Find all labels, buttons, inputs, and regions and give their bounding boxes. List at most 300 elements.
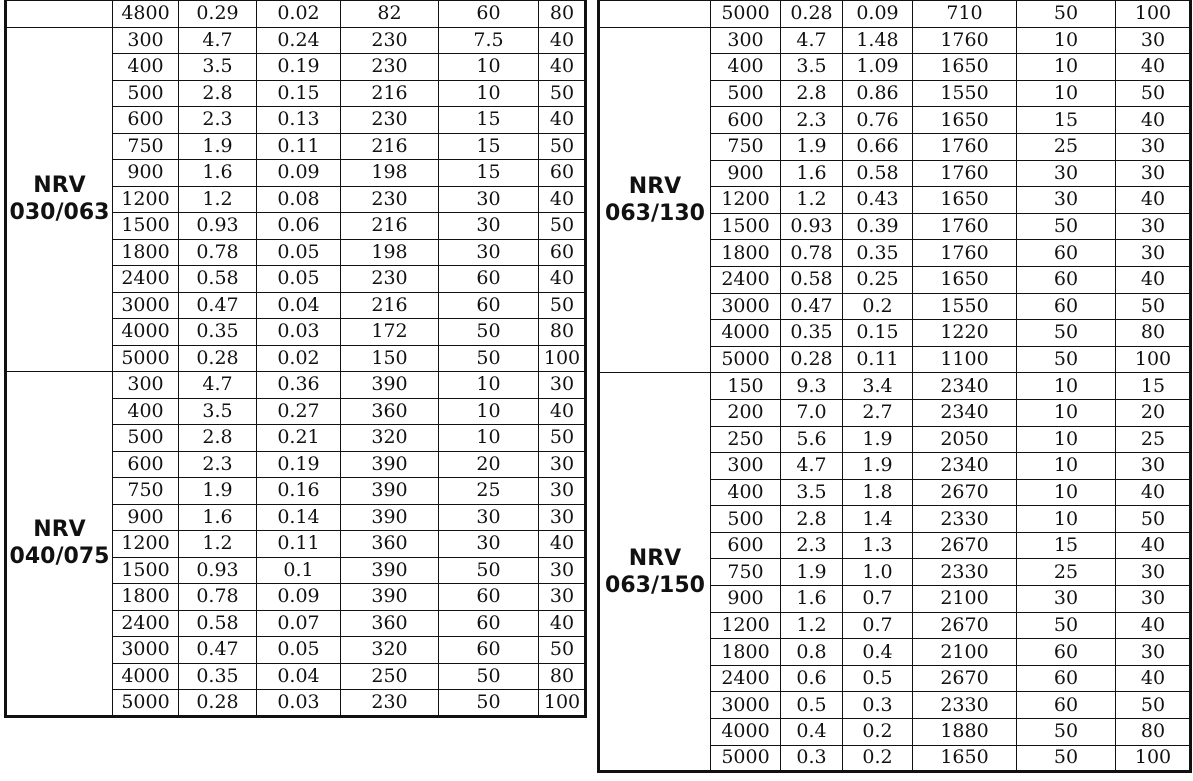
table-cell: 40 bbox=[539, 107, 586, 134]
table-cell: 0.8 bbox=[781, 639, 843, 666]
table-cell: 230 bbox=[341, 186, 439, 213]
table-cell: 400 bbox=[711, 479, 781, 506]
table-cell: 4.7 bbox=[781, 27, 843, 54]
table-cell: 1.9 bbox=[843, 426, 913, 453]
table-cell: 1550 bbox=[913, 80, 1017, 107]
table-cell: 80 bbox=[1116, 719, 1191, 746]
table-cell: 900 bbox=[113, 160, 179, 187]
table-cell: 300 bbox=[113, 27, 179, 54]
table-cell: 5000 bbox=[113, 345, 179, 372]
table-cell: 750 bbox=[711, 559, 781, 586]
table-cell: 50 bbox=[539, 133, 586, 160]
table-cell: 0.47 bbox=[179, 637, 257, 664]
table-cell: 15 bbox=[1017, 107, 1116, 134]
table-cell: 710 bbox=[913, 1, 1017, 28]
table-cell: 1800 bbox=[711, 639, 781, 666]
table-cell: 1.9 bbox=[781, 133, 843, 160]
table-cell: 50 bbox=[1017, 612, 1116, 639]
table-cell: 0.35 bbox=[781, 320, 843, 347]
table-cell: 500 bbox=[113, 80, 179, 107]
table-cell: 40 bbox=[1116, 532, 1191, 559]
table-cell: 400 bbox=[711, 54, 781, 81]
right-table-body bbox=[599, 1, 1191, 772]
table-cell: 0.28 bbox=[781, 346, 843, 373]
table-cell: 0.35 bbox=[179, 663, 257, 690]
table-cell: 0.05 bbox=[257, 266, 341, 293]
table-cell: 20 bbox=[1116, 399, 1191, 426]
table-cell: 600 bbox=[113, 107, 179, 134]
table-cell: 150 bbox=[711, 373, 781, 400]
table-cell: 40 bbox=[539, 531, 586, 558]
table-cell: 40 bbox=[1116, 665, 1191, 692]
table-cell: 0.2 bbox=[843, 719, 913, 746]
table-cell: 50 bbox=[539, 80, 586, 107]
table-cell: 2340 bbox=[913, 399, 1017, 426]
table-cell: 1.6 bbox=[179, 160, 257, 187]
table-cell: 100 bbox=[539, 690, 586, 717]
table-cell: 15 bbox=[439, 107, 539, 134]
table-cell: 30 bbox=[1017, 160, 1116, 187]
table-cell: 0.21 bbox=[257, 425, 341, 452]
model-name: NRV bbox=[628, 545, 682, 571]
table-cell: 30 bbox=[1017, 187, 1116, 214]
table-cell: 9.3 bbox=[781, 373, 843, 400]
table-cell: 0.04 bbox=[257, 663, 341, 690]
table-cell: 1880 bbox=[913, 719, 1017, 746]
table-cell: 5000 bbox=[113, 690, 179, 717]
table-cell: 80 bbox=[539, 319, 586, 346]
table-cell: 600 bbox=[711, 107, 781, 134]
table-cell: 1800 bbox=[113, 584, 179, 611]
table-cell: 0.09 bbox=[257, 160, 341, 187]
table-cell: 600 bbox=[711, 532, 781, 559]
table-cell: 40 bbox=[1116, 54, 1191, 81]
table-cell: 2100 bbox=[913, 639, 1017, 666]
model-size: 040/075 bbox=[9, 544, 110, 570]
table-cell: 10 bbox=[1017, 479, 1116, 506]
table-cell: 2.8 bbox=[179, 80, 257, 107]
table-cell: 2100 bbox=[913, 586, 1017, 613]
table-cell: 3.4 bbox=[843, 373, 913, 400]
table-cell: 1.9 bbox=[843, 453, 913, 480]
table-cell: 50 bbox=[439, 690, 539, 717]
table-cell: 30 bbox=[1116, 586, 1191, 613]
table-cell: 10 bbox=[1017, 373, 1116, 400]
table-cell: 1200 bbox=[113, 531, 179, 558]
table-cell: 15 bbox=[1116, 373, 1191, 400]
table-cell: 40 bbox=[539, 266, 586, 293]
table-cell: 500 bbox=[113, 425, 179, 452]
table-cell: 5.6 bbox=[781, 426, 843, 453]
table-cell: 1.6 bbox=[179, 504, 257, 531]
table-cell: 390 bbox=[341, 584, 439, 611]
table-cell: 0.11 bbox=[257, 133, 341, 160]
table-cell: 360 bbox=[341, 610, 439, 637]
table-cell: 0.07 bbox=[257, 610, 341, 637]
table-cell: 3000 bbox=[113, 637, 179, 664]
table-cell: 30 bbox=[439, 239, 539, 266]
table-cell: 600 bbox=[113, 451, 179, 478]
model-size: 030/063 bbox=[9, 200, 110, 226]
table-cell: 40 bbox=[539, 398, 586, 425]
table-cell: 0.2 bbox=[843, 745, 913, 772]
table-cell: 50 bbox=[1017, 346, 1116, 373]
table-cell: 25 bbox=[1017, 133, 1116, 160]
table-cell: 30 bbox=[539, 478, 586, 505]
table-cell: 30 bbox=[1116, 213, 1191, 240]
table-cell: 25 bbox=[1017, 559, 1116, 586]
table-cell: 0.43 bbox=[843, 187, 913, 214]
table-cell: 50 bbox=[539, 425, 586, 452]
table-cell: 0.15 bbox=[843, 320, 913, 347]
table-cell: 0.36 bbox=[257, 372, 341, 399]
table-cell: 0.16 bbox=[257, 478, 341, 505]
table-cell: 390 bbox=[341, 372, 439, 399]
table-cell: 230 bbox=[341, 266, 439, 293]
table-cell: 50 bbox=[1017, 1, 1116, 28]
table-cell: 1500 bbox=[113, 557, 179, 584]
table-cell: 40 bbox=[1116, 187, 1191, 214]
table-cell: 4800 bbox=[113, 1, 179, 28]
table-cell: 1.2 bbox=[781, 187, 843, 214]
table-cell: 50 bbox=[439, 663, 539, 690]
table-cell: 1.9 bbox=[179, 478, 257, 505]
table-cell: 1760 bbox=[913, 27, 1017, 54]
table-cell: 0.2 bbox=[843, 293, 913, 320]
table-cell: 0.7 bbox=[843, 586, 913, 613]
table-cell: 100 bbox=[1116, 346, 1191, 373]
table-cell: 2.7 bbox=[843, 399, 913, 426]
table-cell: 200 bbox=[711, 399, 781, 426]
table-row bbox=[599, 373, 1191, 400]
table-cell: 390 bbox=[341, 557, 439, 584]
table-cell: 1.6 bbox=[781, 586, 843, 613]
table-row bbox=[599, 27, 1191, 54]
table-cell: 1500 bbox=[113, 213, 179, 240]
table-cell: 60 bbox=[539, 239, 586, 266]
table-cell: 0.11 bbox=[257, 531, 341, 558]
table-cell: 0.19 bbox=[257, 451, 341, 478]
table-cell: 216 bbox=[341, 213, 439, 240]
table-cell: 0.58 bbox=[843, 160, 913, 187]
table-cell: 15 bbox=[439, 133, 539, 160]
table-cell: 50 bbox=[439, 345, 539, 372]
table-cell: 4000 bbox=[113, 663, 179, 690]
table-cell: 0.58 bbox=[179, 610, 257, 637]
table-cell: 0.58 bbox=[179, 266, 257, 293]
table-cell: 1.0 bbox=[843, 559, 913, 586]
table-cell: 0.25 bbox=[843, 266, 913, 293]
table-cell: 0.3 bbox=[843, 692, 913, 719]
table-cell: 500 bbox=[711, 80, 781, 107]
table-cell: 0.27 bbox=[257, 398, 341, 425]
table-cell: 1650 bbox=[913, 745, 1017, 772]
table-cell: 320 bbox=[341, 637, 439, 664]
table-cell: 0.78 bbox=[781, 240, 843, 267]
table-cell: 400 bbox=[113, 54, 179, 81]
table-cell: 30 bbox=[439, 531, 539, 558]
table-cell: 2.8 bbox=[179, 425, 257, 452]
table-cell: 50 bbox=[1017, 745, 1116, 772]
table-cell: 0.24 bbox=[257, 27, 341, 54]
table-cell: 0.86 bbox=[843, 80, 913, 107]
table-cell: 0.02 bbox=[257, 1, 341, 28]
table-cell: 2330 bbox=[913, 506, 1017, 533]
table-cell: 2.3 bbox=[781, 107, 843, 134]
table-cell: 50 bbox=[1116, 692, 1191, 719]
table-cell: 2.3 bbox=[179, 451, 257, 478]
table-cell: 2.3 bbox=[179, 107, 257, 134]
table-cell: 30 bbox=[1116, 453, 1191, 480]
table-cell: 0.11 bbox=[843, 346, 913, 373]
table-cell: 1650 bbox=[913, 107, 1017, 134]
table-cell: 0.93 bbox=[781, 213, 843, 240]
table-cell: 0.39 bbox=[843, 213, 913, 240]
table-cell: 30 bbox=[539, 584, 586, 611]
table-cell: 50 bbox=[1017, 213, 1116, 240]
table-cell: 0.03 bbox=[257, 319, 341, 346]
table-cell: 900 bbox=[711, 160, 781, 187]
table-cell: 1220 bbox=[913, 320, 1017, 347]
table-cell: 10 bbox=[1017, 506, 1116, 533]
table-cell: 230 bbox=[341, 27, 439, 54]
table-cell: 900 bbox=[711, 586, 781, 613]
table-cell: 50 bbox=[439, 557, 539, 584]
table-cell: 198 bbox=[341, 239, 439, 266]
table-cell: 40 bbox=[539, 610, 586, 637]
table-cell: 30 bbox=[1116, 639, 1191, 666]
table-row bbox=[6, 27, 586, 54]
table-cell: 320 bbox=[341, 425, 439, 452]
table-cell: 3.5 bbox=[179, 54, 257, 81]
table-cell: 0.76 bbox=[843, 107, 913, 134]
table-cell: 60 bbox=[439, 266, 539, 293]
table-cell: 40 bbox=[539, 186, 586, 213]
table-cell: 15 bbox=[1017, 532, 1116, 559]
table-cell: 0.29 bbox=[179, 1, 257, 28]
table-cell: 60 bbox=[1017, 665, 1116, 692]
table-cell: 390 bbox=[341, 504, 439, 531]
table-cell: 7.0 bbox=[781, 399, 843, 426]
table-cell: 40 bbox=[539, 54, 586, 81]
table-cell: 80 bbox=[539, 663, 586, 690]
table-cell: 3000 bbox=[711, 293, 781, 320]
table-cell: 60 bbox=[439, 1, 539, 28]
table-cell: 216 bbox=[341, 133, 439, 160]
table-row bbox=[599, 1, 1191, 28]
table-cell: 1200 bbox=[711, 187, 781, 214]
table-cell: 0.35 bbox=[179, 319, 257, 346]
table-cell: 10 bbox=[1017, 426, 1116, 453]
table-cell: 30 bbox=[1116, 160, 1191, 187]
table-cell: 0.4 bbox=[781, 719, 843, 746]
table-cell: 50 bbox=[1017, 719, 1116, 746]
table-cell: 10 bbox=[439, 54, 539, 81]
table-cell: 60 bbox=[439, 292, 539, 319]
table-cell: 30 bbox=[539, 372, 586, 399]
table-cell: 0.78 bbox=[179, 584, 257, 611]
table-cell: 80 bbox=[539, 1, 586, 28]
table-cell: 2.8 bbox=[781, 80, 843, 107]
table-cell: 60 bbox=[439, 637, 539, 664]
table-cell: 1760 bbox=[913, 213, 1017, 240]
table-cell: 30 bbox=[439, 186, 539, 213]
table-cell: 60 bbox=[1017, 266, 1116, 293]
model-cell-continued bbox=[6, 1, 113, 28]
table-cell: 400 bbox=[113, 398, 179, 425]
table-cell: 0.28 bbox=[781, 1, 843, 28]
table-cell: 2050 bbox=[913, 426, 1017, 453]
table-cell: 5000 bbox=[711, 1, 781, 28]
table-cell: 30 bbox=[539, 504, 586, 531]
table-cell: 100 bbox=[1116, 1, 1191, 28]
table-cell: 900 bbox=[113, 504, 179, 531]
table-cell: 40 bbox=[539, 27, 586, 54]
table-cell: 390 bbox=[341, 478, 439, 505]
table-cell: 60 bbox=[1017, 240, 1116, 267]
table-cell: 1.2 bbox=[179, 186, 257, 213]
table-cell: 1.9 bbox=[781, 559, 843, 586]
table-cell: 1800 bbox=[113, 239, 179, 266]
table-cell: 100 bbox=[539, 345, 586, 372]
table-cell: 10 bbox=[1017, 399, 1116, 426]
table-cell: 0.28 bbox=[179, 690, 257, 717]
model-name: NRV bbox=[628, 173, 682, 199]
table-cell: 50 bbox=[1116, 80, 1191, 107]
table-cell: 0.6 bbox=[781, 665, 843, 692]
table-cell: 30 bbox=[439, 504, 539, 531]
table-cell: 0.15 bbox=[257, 80, 341, 107]
table-cell: 60 bbox=[539, 160, 586, 187]
table-cell: 0.4 bbox=[843, 639, 913, 666]
table-cell: 750 bbox=[711, 133, 781, 160]
table-cell: 0.3 bbox=[781, 745, 843, 772]
table-cell: 40 bbox=[1116, 107, 1191, 134]
table-cell: 4000 bbox=[711, 320, 781, 347]
table-cell: 0.35 bbox=[843, 240, 913, 267]
table-cell: 4000 bbox=[113, 319, 179, 346]
table-cell: 0.66 bbox=[843, 133, 913, 160]
table-cell: 0.13 bbox=[257, 107, 341, 134]
table-cell: 1.6 bbox=[781, 160, 843, 187]
table-cell: 2330 bbox=[913, 559, 1017, 586]
table-cell: 0.08 bbox=[257, 186, 341, 213]
table-cell: 360 bbox=[341, 531, 439, 558]
table-cell: 250 bbox=[711, 426, 781, 453]
table-cell: 4.7 bbox=[179, 27, 257, 54]
table-cell: 0.7 bbox=[843, 612, 913, 639]
table-cell: 3.5 bbox=[179, 398, 257, 425]
table-cell: 10 bbox=[439, 398, 539, 425]
table-cell: 0.5 bbox=[843, 665, 913, 692]
table-cell: 40 bbox=[1116, 612, 1191, 639]
table-cell: 50 bbox=[1116, 293, 1191, 320]
table-cell: 5000 bbox=[711, 745, 781, 772]
table-cell: 172 bbox=[341, 319, 439, 346]
table-cell: 10 bbox=[1017, 80, 1116, 107]
model-label bbox=[599, 373, 711, 772]
table-cell: 1100 bbox=[913, 346, 1017, 373]
table-cell: 50 bbox=[439, 319, 539, 346]
table-cell: 60 bbox=[439, 610, 539, 637]
table-cell: 2400 bbox=[113, 610, 179, 637]
table-cell: 2340 bbox=[913, 373, 1017, 400]
table-cell: 1800 bbox=[711, 240, 781, 267]
table-cell: 82 bbox=[341, 1, 439, 28]
table-cell: 0.93 bbox=[179, 557, 257, 584]
table-cell: 4.7 bbox=[781, 453, 843, 480]
table-cell: 198 bbox=[341, 160, 439, 187]
table-cell: 1760 bbox=[913, 160, 1017, 187]
table-cell: 300 bbox=[113, 372, 179, 399]
model-name: NRV bbox=[33, 173, 86, 199]
table-cell: 50 bbox=[539, 213, 586, 240]
table-cell: 1550 bbox=[913, 293, 1017, 320]
table-cell: 1200 bbox=[113, 186, 179, 213]
table-cell: 250 bbox=[341, 663, 439, 690]
table-cell: 1200 bbox=[711, 612, 781, 639]
table-cell: 0.19 bbox=[257, 54, 341, 81]
table-cell: 0.47 bbox=[781, 293, 843, 320]
table-cell: 1.48 bbox=[843, 27, 913, 54]
table-cell: 300 bbox=[711, 453, 781, 480]
table-cell: 40 bbox=[1116, 479, 1191, 506]
table-cell: 1.09 bbox=[843, 54, 913, 81]
table-cell: 20 bbox=[439, 451, 539, 478]
table-cell: 30 bbox=[439, 213, 539, 240]
table-cell: 30 bbox=[1116, 27, 1191, 54]
table-cell: 60 bbox=[1017, 692, 1116, 719]
table-cell: 0.14 bbox=[257, 504, 341, 531]
model-name: NRV bbox=[33, 517, 86, 543]
table-cell: 50 bbox=[1116, 506, 1191, 533]
table-cell: 1760 bbox=[913, 240, 1017, 267]
table-cell: 50 bbox=[539, 292, 586, 319]
table-cell: 10 bbox=[439, 80, 539, 107]
table-cell: 0.06 bbox=[257, 213, 341, 240]
table-cell: 0.58 bbox=[781, 266, 843, 293]
table-cell: 0.47 bbox=[179, 292, 257, 319]
table-cell: 2670 bbox=[913, 479, 1017, 506]
table-cell: 10 bbox=[439, 372, 539, 399]
model-label bbox=[6, 27, 113, 372]
model-label bbox=[599, 27, 711, 373]
table-cell: 2.3 bbox=[781, 532, 843, 559]
table-cell: 2340 bbox=[913, 453, 1017, 480]
table-cell: 0.03 bbox=[257, 690, 341, 717]
table-cell: 0.28 bbox=[179, 345, 257, 372]
table-cell: 0.04 bbox=[257, 292, 341, 319]
table-cell: 25 bbox=[439, 478, 539, 505]
table-cell: 1500 bbox=[711, 213, 781, 240]
table-cell: 2670 bbox=[913, 532, 1017, 559]
table-cell: 80 bbox=[1116, 320, 1191, 347]
left-spec-table bbox=[4, 0, 587, 718]
table-cell: 3.5 bbox=[781, 479, 843, 506]
table-cell: 500 bbox=[711, 506, 781, 533]
table-cell: 750 bbox=[113, 478, 179, 505]
table-cell: 0.5 bbox=[781, 692, 843, 719]
table-cell: 1.3 bbox=[843, 532, 913, 559]
table-cell: 1.9 bbox=[179, 133, 257, 160]
table-cell: 30 bbox=[1116, 133, 1191, 160]
table-cell: 1760 bbox=[913, 133, 1017, 160]
table-cell: 4000 bbox=[711, 719, 781, 746]
table-cell: 2400 bbox=[711, 266, 781, 293]
table-cell: 30 bbox=[539, 451, 586, 478]
table-cell: 2400 bbox=[711, 665, 781, 692]
table-row bbox=[6, 372, 586, 399]
